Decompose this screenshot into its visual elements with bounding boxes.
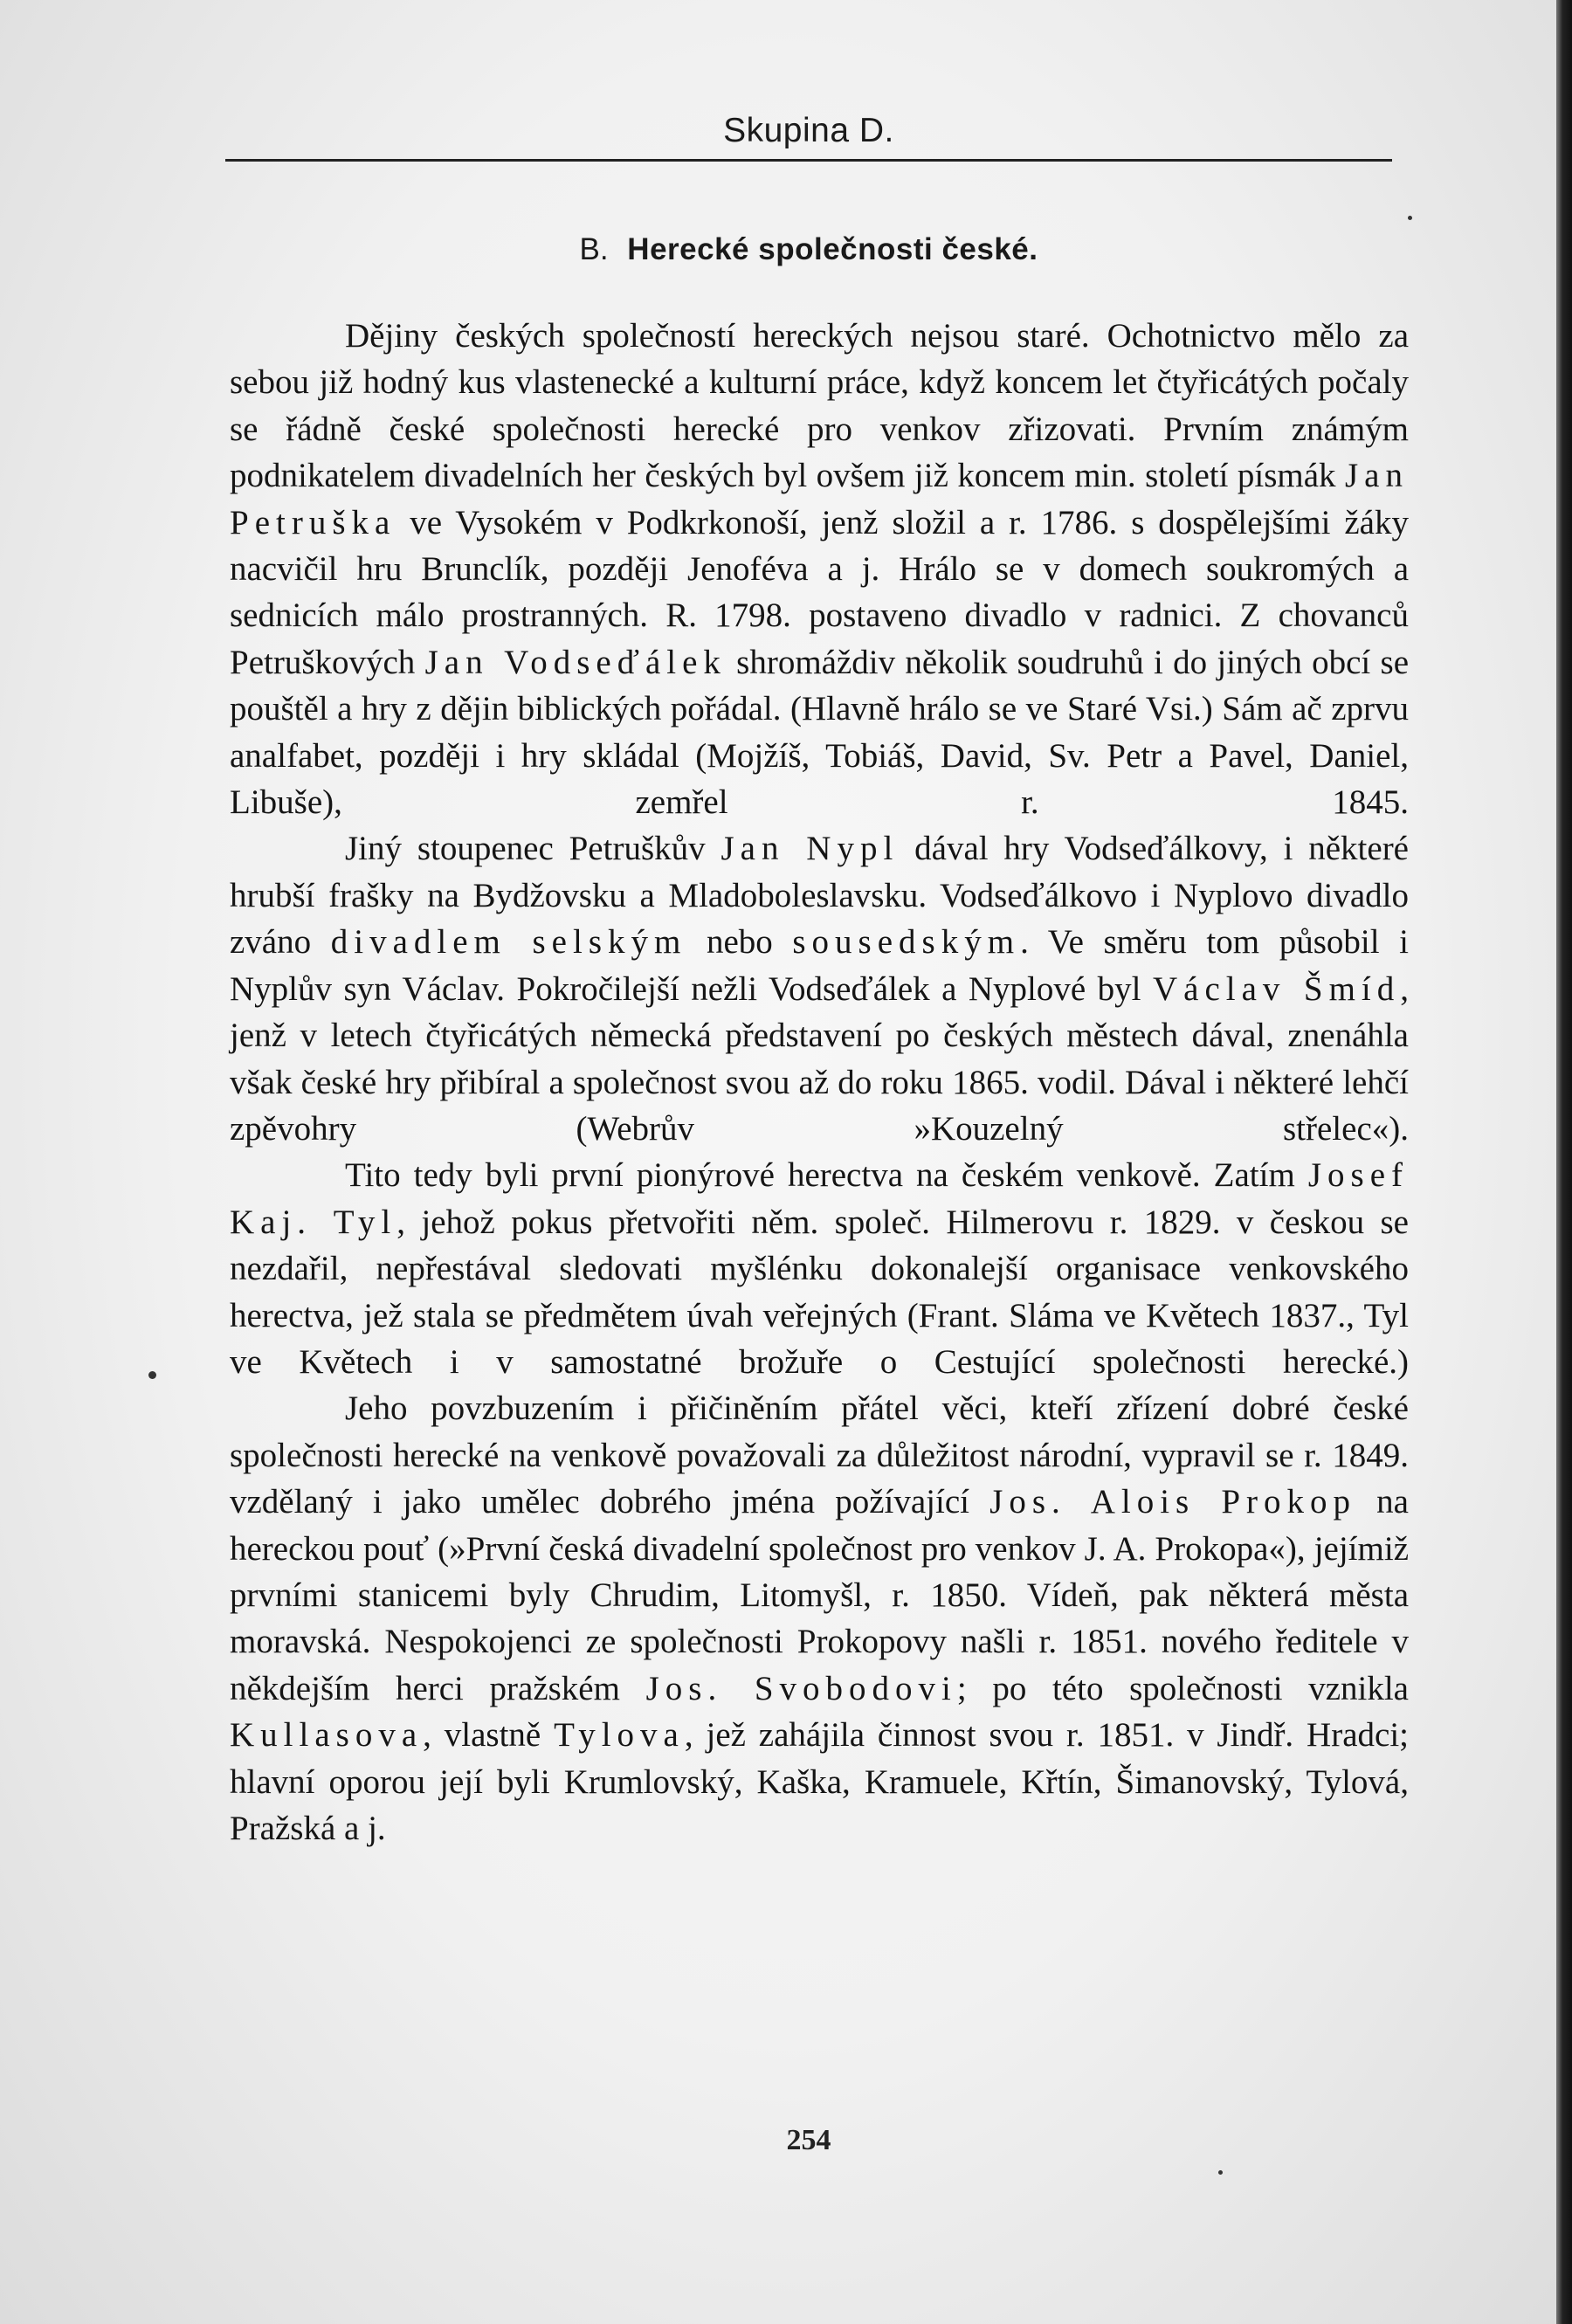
paragraph (230, 313, 1409, 825)
paragraph (230, 825, 1409, 1152)
page-number: 254 (786, 2124, 831, 2156)
spaced-name: Jos. Alois Prokop (989, 1483, 1357, 1521)
spaced-name: Jan Nypl (720, 830, 900, 868)
text-run: Tito tedy byli první pionýrové herectva na českém venkově. Zatím (345, 1156, 1308, 1195)
text-run: nebo (686, 923, 793, 962)
spaced-name: Josef Kaj. Tyl (230, 1156, 1409, 1241)
text-run: . Ve směru tom působil i Nyplův syn Václav. Pokročilejší nežli Vodseďálek a Nyplové byl (230, 923, 1409, 1008)
spaced-name: Jos. Svobodovi (645, 1669, 957, 1707)
text-run: shromáždiv několik soudruhů i do jiných obcí se pouštěl a hry z dějin biblických pořádal. (Hlavně hrálo se ve Staré Vsi.) Sám ač zprvu analfabet, později i hry skládal (Mojžíš, Tobiáš, David, Sv. Petr a Pavel, Daniel, Libuše), zemřel r. 1845. (230, 643, 1410, 822)
text-run: na hereckou pouť (»První česká divadelní společnost pro venkov J. A. Prokopa«), jejímiž prvními stanicemi byly Chrudim, Litomyšl, r. 1850. Vídeň, pak některá města moravská. Nespokojenci ze společnosti Prokopovy našli r. 1851. nového ředitele v někdejším herci pražském (230, 1483, 1409, 1707)
text-run: Jeho povzbuzením i přičiněním přátel věci, kteří zřízení dobré české společnosti herecké na venkově považovali za důležitost národní, vypravil se r. 1849. vzdělaný i jako umělec dobrého jména požívající (230, 1390, 1409, 1521)
text-run: Dějiny českých společností hereckých nejsou staré. Ochotnictvo mělo za sebou již hodný kus vlastenecké a kulturní práce, když koncem let čtyřicátých počaly se řádně české společnosti herecké pro venkov zřizovati. Prvním známým podnikatelem divadelních her českých byl ovšem již koncem min. století písmák (230, 317, 1409, 495)
print-speck (148, 1371, 156, 1379)
print-speck (1408, 216, 1412, 220)
page-edge-shadow (1556, 0, 1572, 2324)
text-run: dával hry Vodseďálkovy, i některé hrubší frašky na Bydžovsku a Mladoboleslavsku. Vodseďálkovo i Nyplovo divadlo zváno (230, 830, 1409, 962)
spaced-name: sousedským (792, 923, 1021, 962)
text-run: , jež zahájila činnost svou r. 1851. v Jindř. Hradci; hlavní oporou její byli Krumlovský, Kaška, Kramuele, Křtín, Šimanovský, Tylová, Pražská a j. (230, 1716, 1409, 1847)
print-speck (1218, 2170, 1223, 2175)
spaced-name: Václav Šmíd (1152, 969, 1401, 1008)
body-text (230, 313, 1409, 1852)
text-run: ve Vysokém v Podkrkonoší, jenž složil a r. 1786. s dospělejšími žáky nacvičil hru Brunclík, později Jenoféva a j. Hrálo se v domech soukromých a sednicích málo prostranných. R. 1798. postaveno divadlo v radnici. Z chovanců Petruškových (230, 503, 1409, 681)
section-number: B. (579, 232, 609, 266)
text-run: , jehož pokus přetvořiti něm. společ. Hilmerovu r. 1829. v českou se nezdařil, nepřestával sledovati myšlénku dokonalejší organisace venkovského herectva, jež stala se předmětem úvah veřejných (Frant. Sláma ve Květech 1837., Tyl ve Květech i v samostatné brožuře o Cestující společnosti herecké.) (230, 1203, 1409, 1381)
running-header: Skupina D. (723, 112, 894, 149)
text-run: ; po této společnosti vznikla (956, 1669, 1409, 1707)
paragraph (230, 1152, 1409, 1385)
section-title: Herecké společnosti české. (627, 232, 1038, 266)
text-run: Jiný stoupenec Petruškův (345, 830, 721, 868)
text-run: , jenž v letech čtyřicátých německá představení po českých městech dával, znenáhla však české hry přibíral a společnost svou až do roku 1865. vodil. Dával i některé lehčí zpěvohry (Webrův »Kouzelný střelec«). (230, 969, 1409, 1148)
spaced-name: Jan Petruška (230, 457, 1409, 541)
spaced-name: Tylova (554, 1716, 685, 1755)
spaced-name: Kullasova (230, 1716, 424, 1755)
text-run: , vlastně (423, 1716, 555, 1755)
paragraph (230, 1385, 1409, 1852)
section-heading (225, 232, 1392, 267)
spaced-name: divadlem selským (330, 923, 687, 962)
spaced-name: Jan Vodseďálek (424, 643, 727, 681)
header-rule (225, 159, 1392, 162)
